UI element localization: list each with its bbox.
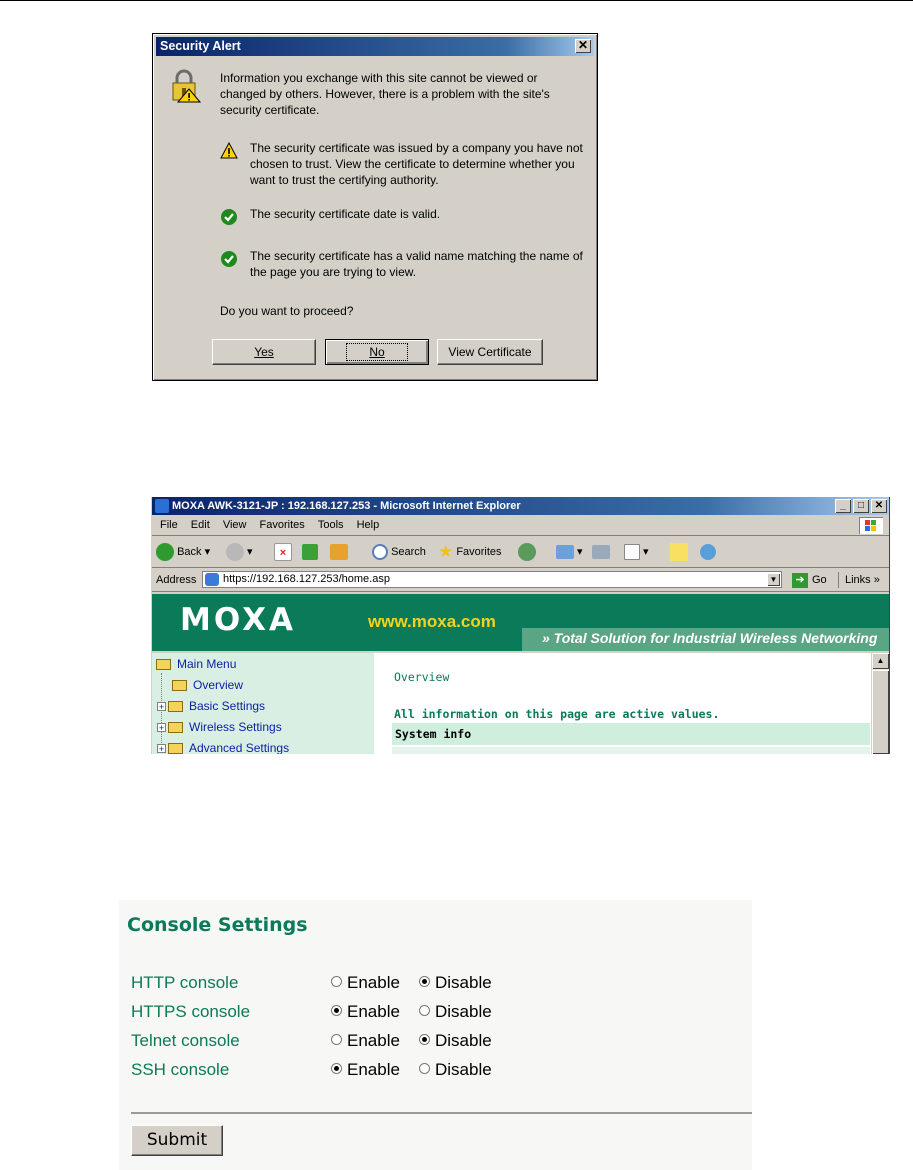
check-icon [220, 250, 238, 268]
dialog-title: Security Alert [160, 39, 241, 53]
folder-icon [172, 680, 187, 691]
mail-icon [556, 545, 574, 559]
enable-option[interactable] [331, 1058, 400, 1082]
disable-label: Disable [435, 1060, 492, 1079]
nav-basic-settings[interactable]: + Basic Settings [158, 699, 266, 713]
ie-logo-icon [155, 499, 169, 513]
discuss-button[interactable] [670, 542, 688, 562]
no-button[interactable] [325, 339, 429, 365]
check-icon [220, 208, 238, 226]
disable-radio[interactable] [419, 1005, 430, 1016]
enable-label: Enable [347, 1060, 400, 1079]
history-button[interactable] [518, 542, 536, 562]
enable-label: Enable [347, 1002, 400, 1021]
messenger-button[interactable] [700, 542, 716, 562]
address-dropdown-icon[interactable]: ▼ [767, 573, 780, 586]
refresh-button[interactable] [302, 542, 318, 562]
menu-bar [152, 516, 889, 536]
enable-option[interactable] [331, 971, 400, 995]
expand-icon[interactable]: + [158, 702, 165, 713]
address-input[interactable] [202, 571, 782, 588]
maximize-button[interactable]: □ [853, 499, 869, 513]
certificate-name-text: The security certificate has a valid name matching the name of the page you are trying to view. [250, 249, 583, 279]
proceed-question: Do you want to proceed? [220, 304, 354, 318]
nav-wireless-settings[interactable]: + Wireless Settings [158, 720, 282, 734]
expand-icon[interactable]: + [158, 723, 165, 734]
forward-arrow-icon [226, 543, 244, 561]
home-icon [330, 544, 348, 560]
disable-option[interactable] [419, 971, 492, 995]
moxa-banner [152, 594, 889, 651]
enable-label: Enable [347, 1031, 400, 1050]
disable-label: Disable [435, 1002, 492, 1021]
expand-icon[interactable]: + [158, 744, 165, 754]
links-chevron-icon: » [873, 574, 880, 586]
search-button[interactable] [372, 542, 426, 562]
disable-radio[interactable] [419, 976, 430, 987]
nav-advanced-settings[interactable]: + Advanced Settings [158, 741, 290, 754]
padlock-warning-icon [169, 69, 201, 103]
mail-button[interactable]: ▾ [556, 542, 583, 562]
console-label: HTTP console [131, 973, 239, 992]
search-label: Search [391, 546, 426, 558]
disable-radio[interactable] [419, 1063, 430, 1074]
folder-open-icon [156, 659, 171, 670]
certificate-date-text: The security certificate date is valid. [250, 207, 441, 221]
active-values-note: All information on this page are active values. [394, 707, 720, 721]
refresh-icon [302, 544, 318, 560]
go-button[interactable] [792, 572, 827, 588]
console-label: HTTPS console [131, 1002, 251, 1021]
moxa-url[interactable]: www.moxa.com [368, 612, 496, 631]
disable-option[interactable] [419, 1029, 492, 1053]
security-alert-dialog [152, 33, 598, 381]
nav-main-menu[interactable]: Main Menu [156, 656, 236, 672]
note-icon [670, 543, 688, 561]
view-certificate-button[interactable] [437, 339, 543, 365]
divider [131, 1112, 752, 1114]
enable-option[interactable] [331, 1000, 400, 1024]
stop-button[interactable] [274, 542, 292, 562]
yes-button-label: Yes [254, 345, 274, 359]
enable-label: Enable [347, 973, 400, 992]
content-pane [374, 653, 871, 754]
scroll-thumb[interactable] [872, 670, 889, 754]
forward-button[interactable]: ▾ [226, 542, 253, 562]
back-arrow-icon [156, 543, 174, 561]
submit-button[interactable]: Submit [131, 1125, 223, 1156]
favorites-star-icon: ★ [438, 542, 454, 562]
address-bar [152, 569, 889, 592]
disable-label: Disable [435, 1031, 492, 1050]
menu-file[interactable]: File [160, 519, 178, 531]
favorites-label: Favorites [456, 546, 502, 558]
folder-icon [168, 701, 183, 712]
address-label: Address [156, 574, 197, 586]
system-info-header: System info [392, 723, 870, 745]
print-icon [592, 545, 610, 559]
go-label: Go [812, 574, 827, 586]
back-button[interactable]: Back ▾ [156, 542, 210, 562]
page-top-rule [0, 0, 913, 1]
print-button[interactable] [592, 542, 610, 562]
search-icon [372, 544, 388, 560]
go-arrow-icon: ➔ [792, 573, 808, 588]
no-button-label: No [369, 345, 385, 359]
links-label: Links [845, 574, 871, 586]
menu-edit[interactable]: Edit [190, 519, 210, 531]
windows-flag-icon [859, 517, 883, 534]
enable-radio[interactable] [331, 1034, 342, 1045]
minimize-button[interactable]: _ [835, 499, 851, 513]
menu-tools[interactable]: Tools [317, 519, 344, 531]
vertical-scrollbar[interactable] [872, 653, 889, 754]
enable-option[interactable] [331, 1029, 400, 1053]
stop-icon: × [274, 543, 292, 561]
disable-option[interactable] [419, 1058, 492, 1082]
enable-radio[interactable] [331, 1063, 342, 1074]
console-settings-title: Console Settings [127, 914, 308, 936]
scroll-up-icon[interactable]: ▲ [872, 653, 889, 669]
console-label: SSH console [131, 1060, 230, 1079]
back-label: Back [177, 546, 202, 558]
yes-button[interactable] [212, 339, 316, 365]
warning-icon [220, 142, 238, 160]
enable-radio[interactable] [331, 976, 342, 987]
browser-title-bar [152, 497, 889, 515]
disable-radio[interactable] [419, 1034, 430, 1045]
page-icon [205, 573, 219, 586]
moxa-logo: MOXA [180, 602, 296, 638]
folder-icon [168, 743, 183, 754]
nav-overview[interactable]: Overview [172, 677, 243, 693]
dialog-title-bar [156, 37, 594, 56]
links-button[interactable] [838, 572, 880, 588]
address-value: https://192.168.127.253/home.asp [223, 573, 390, 585]
disable-label: Disable [435, 973, 492, 992]
standard-toolbar [152, 537, 889, 568]
banner-tagline: » Total Solution for Industrial Wireless Networking [542, 630, 878, 646]
menu-view[interactable]: View [222, 519, 247, 531]
word-icon [624, 544, 640, 560]
certificate-issuer-text: The security certificate was issued by a company you have not chosen to trust. View the certificate to determine whether you want to trust the certifying authority. [250, 141, 583, 187]
browser-window [151, 497, 890, 754]
close-window-button[interactable]: ✕ [871, 499, 887, 513]
close-button[interactable]: ✕ [575, 39, 591, 53]
edit-button[interactable]: ▾ [624, 542, 649, 562]
page-heading: Overview [394, 670, 450, 684]
menu-help[interactable]: Help [356, 519, 380, 531]
disable-option[interactable] [419, 1000, 492, 1024]
favorites-button[interactable] [438, 542, 502, 562]
messenger-icon [700, 544, 716, 560]
view-certificate-label: View Certificate [448, 345, 532, 359]
system-info-row [392, 747, 870, 754]
enable-radio[interactable] [331, 1005, 342, 1016]
home-button[interactable] [330, 542, 348, 562]
menu-favorites[interactable]: Favorites [259, 519, 305, 531]
browser-title: MOXA AWK-3121-JP : 192.168.127.253 - Microsoft Internet Explorer [172, 500, 521, 512]
folder-icon [168, 722, 183, 733]
history-icon [518, 543, 536, 561]
navigation-tree [152, 653, 374, 754]
console-label: Telnet console [131, 1031, 240, 1050]
dialog-intro-text: Information you exchange with this site cannot be viewed or changed by others. However, there is a problem with the site's security certificate. [220, 71, 550, 117]
